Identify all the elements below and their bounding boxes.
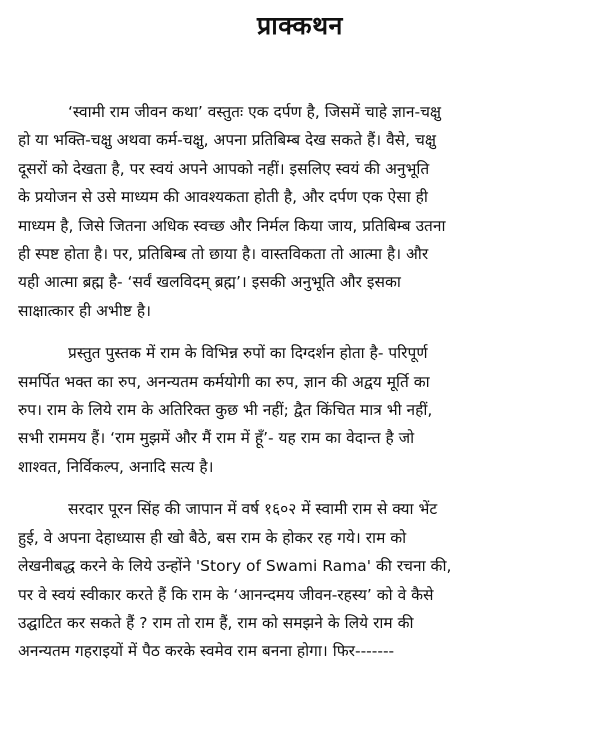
page-title: प्राक्कथन bbox=[257, 11, 343, 40]
paragraph-1 bbox=[18, 98, 582, 325]
paragraph-2 bbox=[18, 339, 582, 481]
paragraph-line: माध्यम है, जिसे जितना अधिक स्वच्छ और निर्मल किया जाय, प्रतिबिम्ब उतना bbox=[18, 216, 446, 235]
paragraph-line: समर्पित भक्त का रुप, अनन्यतम कर्मयोगी का रुप, ज्ञान की अद्वय मूर्ति का bbox=[18, 372, 430, 391]
paragraph-line: रुप। राम के लिये राम के अतिरिक्त कुछ भी नहीं; द्वैत किंचित मात्र भी नहीं, bbox=[18, 401, 433, 420]
paragraph-3 bbox=[18, 495, 582, 665]
paragraph-line: साक्षात्कार ही अभीष्ट है। bbox=[18, 301, 151, 320]
paragraph-line: अनन्यतम गहराइयों में पैठ करके स्वमेव राम बनना होगा। फिर------- bbox=[18, 642, 395, 661]
paragraph-line: हो या भक्ति-चक्षु अथवा कर्म-चक्षु, अपना प्रतिबिम्ब देख सकते हैं। वैसे, चक्षु bbox=[18, 131, 436, 150]
paragraph-line: सरदार पूरन सिंह की जापान में वर्ष १६०२ में स्वामी राम से क्या भेंट bbox=[68, 500, 438, 519]
paragraph-line: ही स्पष्ट होता है। पर, प्रतिबिम्ब तो छाया है। वास्तविकता तो आत्मा है। और bbox=[18, 245, 429, 264]
paragraph-line: प्रस्तुत पुस्तक में राम के विभिन्न रुपों का दिग्दर्शन होता है- परिपूर्ण bbox=[68, 344, 428, 363]
paragraph-line: लेखनीबद्ध करने के लिये उन्होंने 'Story of Swami Rama' की रचना की, bbox=[18, 557, 452, 576]
paragraph-line: पर वे स्वयं स्वीकार करते हैं कि राम के ‘आनन्दमय जीवन-रहस्य’ को वे कैसे bbox=[18, 585, 434, 604]
paragraph-line: दूसरों को देखता है, पर स्वयं अपने आपको नहीं। इसलिए स्वयं की अनुभूति bbox=[18, 159, 430, 178]
paragraph-line: ‘स्वामी राम जीवन कथा’ वस्तुतः एक दर्पण है, जिसमें चाहे ज्ञान-चक्षु bbox=[68, 103, 442, 121]
paragraph-line: के प्रयोजन से उसे माध्यम की आवश्यकता होती है, और दर्पण एक ऐसा ही bbox=[18, 188, 428, 207]
paragraph-line: उद्घाटित कर सकते हैं ? राम तो राम हैं, राम को समझने के लिये राम की bbox=[18, 613, 414, 632]
paragraph-line: सभी राममय हैं। ‘राम मुझमें और मैं राम में हूँ’- यह राम का वेदान्त है जो bbox=[18, 429, 415, 448]
paragraph-line: यही आत्मा ब्रह्म है- ‘सर्वं खलविदम् ब्रह्म’। इसकी अनुभूति और इसका bbox=[18, 273, 401, 292]
paragraph-line: शाश्वत, निर्विकल्प, अनादि सत्य है। bbox=[18, 457, 214, 476]
paragraph-line: हुई, वे अपना देहाध्यास ही खो बैठे, बस राम के होकर रह गये। राम को bbox=[18, 528, 407, 547]
